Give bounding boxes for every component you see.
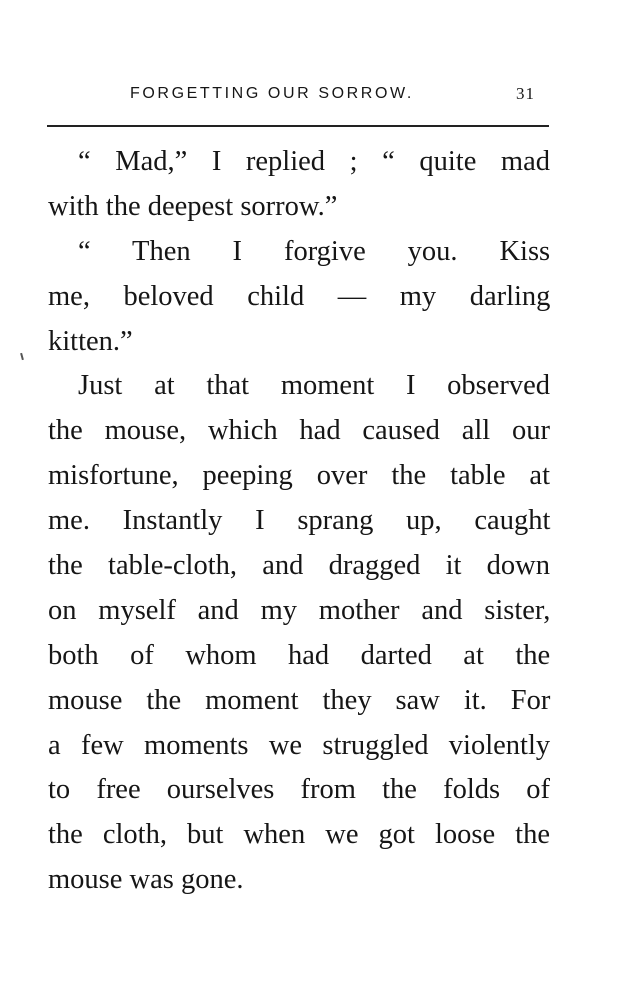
paragraph-2 [48,230,550,365]
text-line: both of whom had darted at the [48,639,551,671]
text-line: a few moments we struggled violently [48,729,551,761]
text-line: “ Mad,” I replied ; “ quite mad [78,146,550,177]
body-text [48,140,550,903]
text-line: the mouse, which had caused all our [48,415,550,447]
text-line: with the deepest sorrow.” [48,190,338,222]
text-line: “ Then I forgive you. Kiss [78,235,551,267]
margin-speck [20,353,24,360]
paragraph-3 [48,364,550,903]
paragraph-1 [48,140,550,230]
text-line: the cloth, but when we got loose the [48,819,550,851]
text-line: me, beloved child — my darling [48,280,551,312]
running-title: FORGETTING OUR SORROW. [130,85,414,102]
text-line: on myself and my mother and sister, [48,594,551,626]
text-line: Just at that moment I observed [78,370,551,402]
text-line: mouse the moment they saw it. For [48,684,551,716]
page-header [0,84,638,114]
text-line: me. Instantly I sprang up, caught [48,505,551,537]
text-line: kitten.” [48,325,133,357]
text-line: the table-cloth, and dragged it down [48,550,550,582]
text-line: misfortune, peeping over the table at [48,460,550,492]
text-line: mouse was gone. [48,864,244,896]
page-number: 31 [516,84,535,103]
header-rule [47,125,549,127]
text-line: to free ourselves from the folds of [48,774,550,806]
